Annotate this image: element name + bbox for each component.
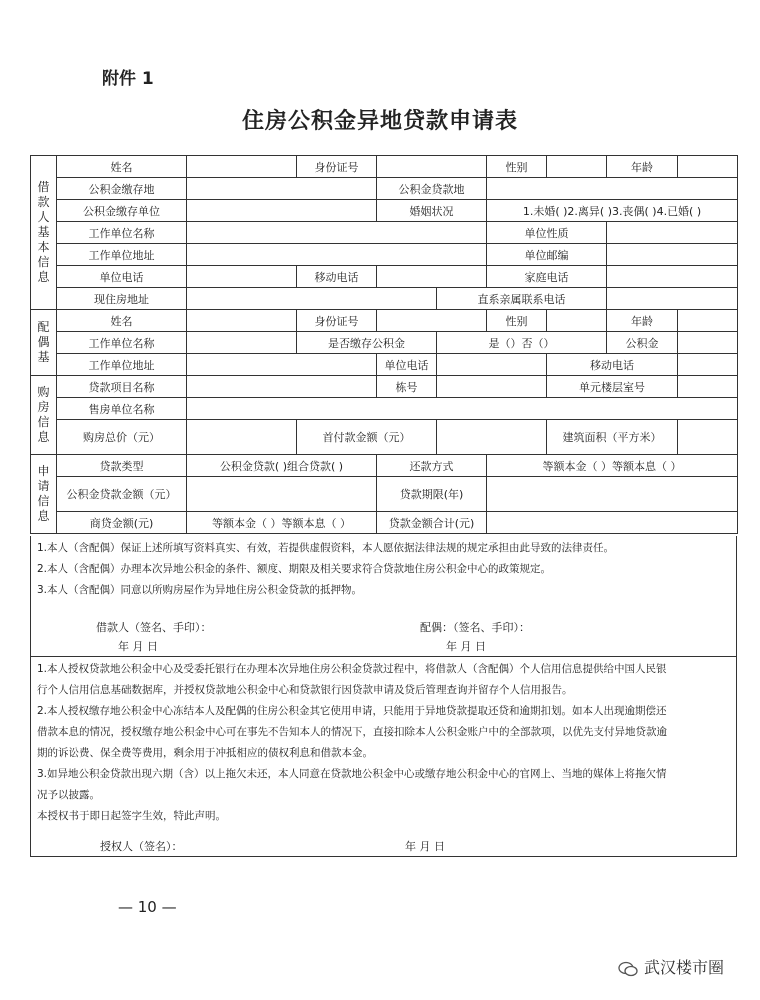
section-purchase: 购 房 信 息 — [31, 376, 57, 455]
repay-method-label: 还款方式 — [377, 455, 487, 477]
application-form-table — [30, 155, 738, 534]
declaration-line: 2.本人（含配偶）办理本次异地公积金的条件、额度、期限及相关要求符合贷款地住房公积金中心的政策规定。 — [37, 563, 552, 575]
marital-label: 婚姻状况 — [377, 200, 487, 222]
down-payment-label: 首付款金额（元） — [297, 420, 437, 455]
home-phone-label: 家庭电话 — [487, 266, 607, 288]
fund-amount-label: 公积金贷款金额（元） — [57, 477, 187, 512]
form-title: 住房公积金异地贷款申请表 — [241, 109, 518, 134]
spouse-fund-field[interactable] — [678, 332, 738, 354]
unit-floor-field[interactable] — [678, 376, 738, 398]
declaration-line: 3.本人（含配偶）同意以所购房屋作为异地住房公积金贷款的抵押物。 — [37, 584, 363, 596]
spouse-mobile-label: 移动电话 — [547, 354, 678, 376]
spouse-unit-phone-label: 单位电话 — [377, 354, 437, 376]
marital-options[interactable]: 1.未婚( )2.离异( )3.丧偶( )4.已婚( ) — [487, 200, 738, 222]
commercial-amount-label: 商贷金额(元) — [57, 512, 187, 534]
paying-fund-label: 是否缴存公积金 — [297, 332, 437, 354]
authorization-line: 行个人信用信息基础数据库，并授权贷款地公积金中心和贷款银行因贷款申请及贷后管理查询并留存个人信用报告。 — [37, 684, 573, 696]
brand-watermark — [618, 955, 724, 978]
unit-postcode-label: 单位邮编 — [487, 244, 607, 266]
spouse-gender-field[interactable] — [547, 310, 607, 332]
total-price-field[interactable] — [187, 420, 297, 455]
authorization-line: 期的诉讼费、保全费等费用，剩余用于冲抵相应的债权利息和借款本金。 — [37, 747, 373, 759]
authorization-line: 1.本人授权贷款地公积金中心及受委托银行在办理本次异地住房公积金贷款过程中，将借款人（含配偶）个人信用信息提供给中国人民银 — [37, 663, 667, 675]
chat-bubble-icon — [618, 961, 638, 977]
mobile-label: 移动电话 — [297, 266, 377, 288]
unit-phone-field[interactable] — [187, 266, 297, 288]
spouse-id-label: 身份证号 — [297, 310, 377, 332]
total-amount-field[interactable] — [487, 512, 738, 534]
unit-floor-label: 单元楼层室号 — [547, 376, 678, 398]
fund-place-label: 公积金缴存地 — [57, 178, 187, 200]
spouse-name-field[interactable] — [187, 310, 297, 332]
spouse-id-field[interactable] — [377, 310, 487, 332]
authorization-line: 借款本息的情况，授权缴存地公积金中心可在事先不告知本人的情况下，直接扣除本人公积金账户中的全部款项，以优先支付异地贷款逾 — [37, 726, 667, 738]
building-label: 栋号 — [377, 376, 437, 398]
authorizer-signature-label: 授权人（签名）： — [100, 840, 183, 853]
repay-method-options[interactable]: 等额本金（ ）等额本息（ ） — [487, 455, 738, 477]
borrower-signature-date: 年 月 日 — [118, 640, 158, 653]
spouse-work-addr-field[interactable] — [187, 354, 377, 376]
seller-field[interactable] — [187, 398, 738, 420]
authorizer-signature-date: 年 月 日 — [405, 840, 445, 853]
authorization-line: 2.本人授权缴存地公积金中心冻结本人及配偶的住房公积金其它使用申请，只能用于异地贷款提取还贷和逾期扣划。如本人出现逾期偿还 — [37, 705, 667, 717]
attachment-label: 附件 1 — [102, 69, 154, 89]
unit-nature-field[interactable] — [607, 222, 738, 244]
relative-phone-field[interactable] — [607, 288, 738, 310]
mobile-field[interactable] — [377, 266, 487, 288]
area-label: 建筑面积（平方米） — [547, 420, 678, 455]
loan-type-label: 贷款类型 — [57, 455, 187, 477]
commercial-options[interactable]: 等额本金（ ）等额本息（ ） — [187, 512, 377, 534]
declaration-line: 1.本人（含配偶）保证上述所填写资料真实、有效，若提供虚假资料，本人愿依据法律法规的规定承担由此导致的法律责任。 — [37, 542, 615, 554]
fund-place-field[interactable] — [187, 178, 377, 200]
borrower-gender-field[interactable] — [547, 156, 607, 178]
authorization-line: 3.如异地公积金贷款出现六期（含）以上拖欠未还，本人同意在贷款地公积金中心或缴存地公积金中心的官网上、当地的媒体上将拖欠情 — [37, 768, 667, 780]
loan-term-label: 贷款期限(年) — [377, 477, 487, 512]
home-phone-field[interactable] — [607, 266, 738, 288]
unit-nature-label: 单位性质 — [487, 222, 607, 244]
paying-fund-options[interactable]: 是（）否（） — [437, 332, 607, 354]
loan-type-options[interactable]: 公积金贷款( )组合贷款( ) — [187, 455, 377, 477]
spouse-age-field[interactable] — [678, 310, 738, 332]
current-addr-label: 现住房地址 — [57, 288, 187, 310]
current-addr-field[interactable] — [187, 288, 437, 310]
unit-phone-label: 单位电话 — [57, 266, 187, 288]
borrower-age-label: 年龄 — [607, 156, 678, 178]
fund-amount-field[interactable] — [187, 477, 377, 512]
spouse-signature-date: 年 月 日 — [446, 640, 486, 653]
area-field[interactable] — [678, 420, 738, 455]
down-payment-field[interactable] — [437, 420, 547, 455]
spouse-work-unit-label: 工作单位名称 — [57, 332, 187, 354]
work-addr-field[interactable] — [187, 244, 487, 266]
page-number: — 10 — — [118, 898, 177, 916]
spouse-gender-label: 性别 — [487, 310, 547, 332]
loan-place-field[interactable] — [487, 178, 738, 200]
building-field[interactable] — [437, 376, 547, 398]
borrower-age-field[interactable] — [678, 156, 738, 178]
borrower-id-field[interactable] — [377, 156, 487, 178]
total-price-label: 购房总价（元） — [57, 420, 187, 455]
loan-place-label: 公积金贷款地 — [377, 178, 487, 200]
brand-text: 武汉楼市圈 — [644, 958, 725, 977]
borrower-name-label: 姓名 — [57, 156, 187, 178]
section-application: 申 请 信 息 — [31, 455, 57, 534]
loan-term-field[interactable] — [487, 477, 738, 512]
spouse-work-unit-field[interactable] — [187, 332, 297, 354]
spouse-age-label: 年龄 — [607, 310, 678, 332]
fund-unit-field[interactable] — [187, 200, 377, 222]
unit-postcode-field[interactable] — [607, 244, 738, 266]
borrower-signature-label: 借款人（签名、手印）： — [96, 621, 212, 634]
borrower-gender-label: 性别 — [487, 156, 547, 178]
relative-phone-label: 直系亲属联系电话 — [437, 288, 607, 310]
spouse-fund-label: 公积金 — [607, 332, 678, 354]
seller-label: 售房单位名称 — [57, 398, 187, 420]
spouse-mobile-field[interactable] — [678, 354, 738, 376]
total-amount-label: 贷款金额合计(元) — [377, 512, 487, 534]
authorization-box — [30, 657, 737, 857]
authorization-line: 况予以披露。 — [37, 789, 100, 801]
borrower-id-label: 身份证号 — [297, 156, 377, 178]
spouse-work-addr-label: 工作单位地址 — [57, 354, 187, 376]
work-unit-field[interactable] — [187, 222, 487, 244]
work-unit-label: 工作单位名称 — [57, 222, 187, 244]
project-name-field[interactable] — [187, 376, 377, 398]
spouse-unit-phone-field[interactable] — [437, 354, 547, 376]
spouse-name-label: 姓名 — [57, 310, 187, 332]
fund-unit-label: 公积金缴存单位 — [57, 200, 187, 222]
work-addr-label: 工作单位地址 — [57, 244, 187, 266]
authorization-line: 本授权书于即日起签字生效，特此声明。 — [37, 810, 226, 822]
project-name-label: 贷款项目名称 — [57, 376, 187, 398]
borrower-name-field[interactable] — [187, 156, 297, 178]
section-borrower: 借 款 人 基 本 信 息 — [31, 156, 57, 310]
spouse-signature-label: 配偶：（签名、手印）： — [420, 621, 530, 634]
section-spouse: 配 偶 基 — [31, 310, 57, 376]
